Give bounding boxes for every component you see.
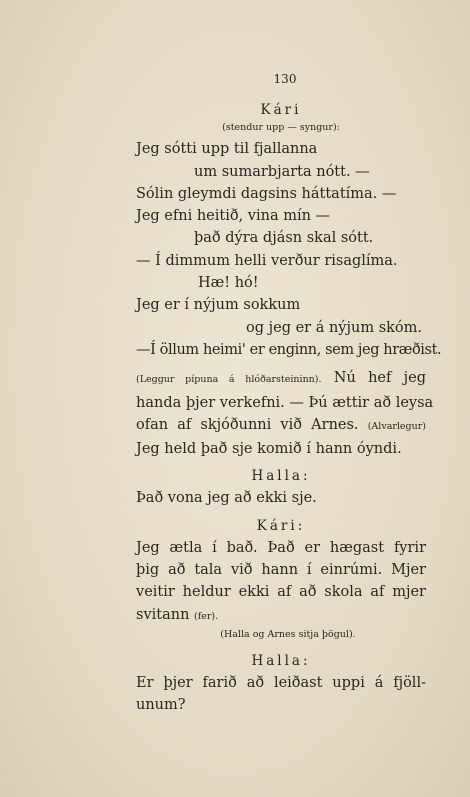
verse-line: Jeg sótti upp til fjallanna: [136, 141, 318, 158]
prose-line: handa þjer verkefni. — Þú ættir að leysa: [136, 394, 434, 411]
stage-direction: (Halla og Arnes sitja þögul).: [220, 628, 356, 640]
speaker-halla: Halla:: [251, 468, 311, 485]
prose-paragraph: [136, 537, 426, 641]
prose-text: ofan af skjóðunni við Arnes.: [136, 416, 359, 433]
page-content: [136, 68, 442, 717]
prose-line: Jeg held það sje komið í hann óyndi.: [136, 441, 402, 458]
speaker-halla: Halla:: [251, 652, 311, 669]
prose-paragraph: [136, 367, 434, 460]
verse-line: Sólin gleymdi dagsins háttatíma. —: [136, 185, 397, 202]
stage-direction: (fer).: [194, 610, 219, 622]
verse-line: og jeg er á nýjum skóm.: [246, 319, 423, 336]
stage-direction: (Alvarlegur): [367, 420, 427, 432]
prose-line: Er þjer farið að leiðast uppi á fjöll-: [136, 674, 426, 691]
verse-line: Hæ! hó!: [198, 275, 259, 292]
prose-line: unum?: [136, 697, 186, 714]
prose-line: veitir heldur ekki af að skola af mjer: [136, 584, 426, 601]
prose-line: Jeg ætla í bað. Það er hægast fyrir: [136, 539, 426, 556]
dialogue-line: Það vona jeg að ekki sje.: [136, 490, 317, 507]
verse: [136, 138, 442, 361]
stage-direction: (stendur upp — syngur):: [222, 122, 340, 134]
verse-line: —Í öllum heimi' er enginn, sem jeg hræðist.: [136, 341, 442, 358]
prose-line: [136, 367, 426, 391]
verse-line: — Í dimmum helli verður risaglíma.: [136, 252, 398, 269]
verse-line: Jeg efni heitið, vina mín —: [136, 208, 331, 225]
verse-line: Jeg er í nýjum sokkum: [136, 297, 301, 314]
speaker-kari: Kári: [260, 102, 302, 119]
prose-line: þig að tala við hann í einrúmi. Mjer: [136, 562, 426, 579]
prose-line: [136, 414, 426, 438]
verse-line: um sumarbjarta nótt. —: [194, 163, 370, 180]
prose-line: [136, 604, 426, 628]
prose-text: svitann: [136, 606, 190, 623]
stage-direction: (Leggur pípuna á hlóðarsteininn).: [136, 374, 322, 386]
verse-line: það dýra djásn skal sótt.: [194, 230, 374, 247]
speaker-kari: Kári:: [256, 517, 306, 534]
prose-text: Nú hef jeg: [333, 370, 426, 387]
page-number: 130: [273, 72, 297, 86]
